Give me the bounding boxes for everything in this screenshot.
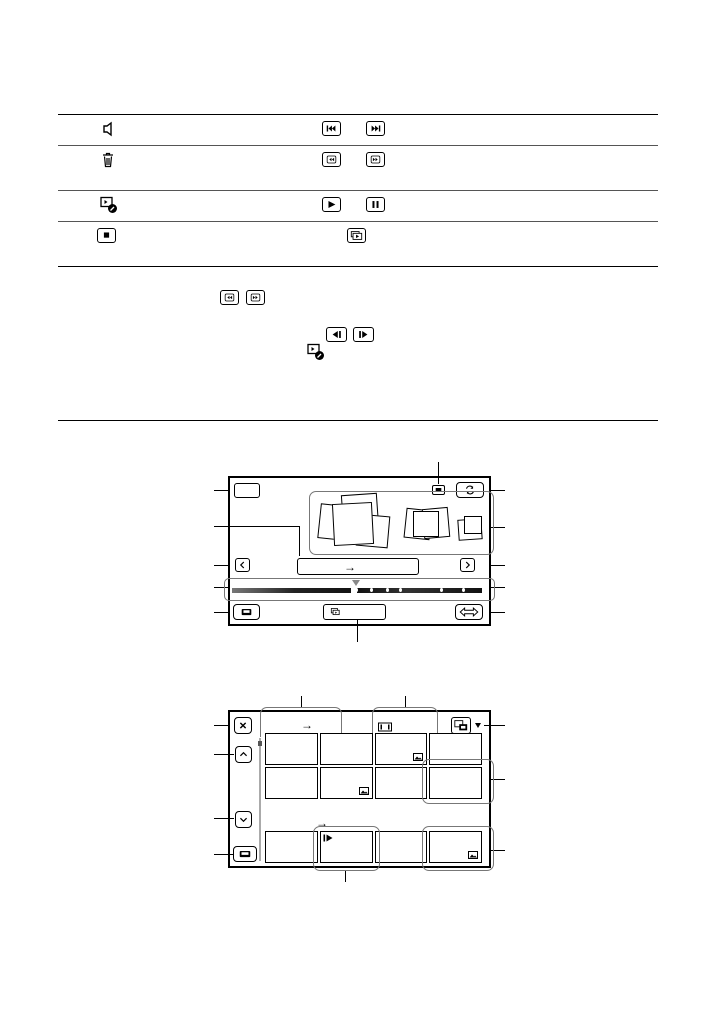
event-thumbnail[interactable] <box>413 511 439 537</box>
thumbnail[interactable] <box>320 733 373 765</box>
thumbnail[interactable] <box>375 767 427 799</box>
callout-line <box>491 490 505 491</box>
timeline-dot <box>355 588 358 592</box>
callout-line <box>214 612 228 613</box>
table-top-rule <box>58 114 658 115</box>
callout-line <box>299 526 300 556</box>
slideshow-icon <box>347 228 366 243</box>
menu-button[interactable] <box>234 483 260 498</box>
timeline-dot <box>462 588 465 592</box>
highlight-playback-button[interactable] <box>323 604 386 620</box>
chevron-right-icon[interactable] <box>460 558 475 572</box>
section-rule <box>58 420 658 421</box>
thumbnail-bracket <box>422 759 494 804</box>
thumbnail-bracket <box>422 826 494 871</box>
callout-line <box>214 754 234 755</box>
up-arrow-icon[interactable] <box>235 746 252 763</box>
thumbnail[interactable] <box>265 831 318 863</box>
date-range-arrow: → <box>301 718 313 732</box>
date-separator-arrow: → <box>316 816 328 830</box>
fast-forward-icon <box>366 152 385 167</box>
rewind-icon <box>220 290 239 305</box>
filmstrip-icon <box>378 719 392 729</box>
thumbnail[interactable] <box>265 767 318 799</box>
callout-line <box>214 526 300 527</box>
playback-edit-icon <box>100 196 118 214</box>
thumbnail-bracket <box>313 826 380 871</box>
event-name-field[interactable] <box>297 558 419 575</box>
timeline-bar[interactable] <box>232 588 482 593</box>
arrow-glyph: → <box>344 560 356 574</box>
chevron-down-icon <box>475 723 481 728</box>
callout-line <box>438 462 439 484</box>
speaker-icon <box>102 121 116 137</box>
thumbnail[interactable] <box>320 767 373 799</box>
callout-line <box>491 565 505 566</box>
rewind-icon <box>322 152 341 167</box>
timeline-dot <box>399 588 402 592</box>
view-switch-icon[interactable] <box>455 604 483 620</box>
scrollbar-thumb[interactable] <box>258 741 262 746</box>
trash-icon <box>102 152 114 168</box>
callout-line <box>214 818 234 819</box>
pause-icon <box>366 197 385 212</box>
timeline-dot <box>370 588 373 592</box>
table-row-divider <box>58 190 658 191</box>
callout-line <box>484 725 505 726</box>
photo-icon <box>359 787 369 795</box>
movie-photo-mode-icon[interactable] <box>233 604 260 620</box>
play-icon <box>322 197 341 212</box>
callout-line <box>214 565 228 566</box>
table-row-divider <box>58 145 658 146</box>
event-thumbnail[interactable] <box>464 516 482 534</box>
callout-line <box>214 854 234 855</box>
movie-photo-mode-icon[interactable] <box>233 846 257 862</box>
callout-line <box>301 696 302 707</box>
down-arrow-icon[interactable] <box>235 811 252 828</box>
scrollbar[interactable] <box>259 738 261 861</box>
table-bottom-rule <box>58 266 658 267</box>
table-row-divider <box>58 221 658 222</box>
callout-line <box>214 725 228 726</box>
thumbnail[interactable] <box>375 733 427 765</box>
photo-icon <box>413 753 423 761</box>
chevron-left-icon[interactable] <box>235 558 250 572</box>
skip-previous-icon <box>322 121 341 136</box>
callout-line <box>345 871 346 882</box>
stop-icon <box>97 228 116 243</box>
timeline-dot <box>386 588 389 592</box>
callout-line <box>491 612 505 613</box>
close-icon[interactable] <box>234 717 252 734</box>
timeline-marker-icon <box>352 580 360 586</box>
thumbnail[interactable] <box>375 831 427 863</box>
callout-line <box>214 490 228 491</box>
event-thumbnail-selected[interactable] <box>332 502 374 546</box>
frame-back-icon <box>326 327 347 342</box>
skip-next-icon <box>366 121 385 136</box>
timeline-dot <box>440 588 443 592</box>
thumbnail[interactable] <box>265 733 318 765</box>
callout-line <box>357 620 358 642</box>
callout-line <box>405 696 406 707</box>
playback-format-icon[interactable] <box>451 717 471 734</box>
playback-edit-icon <box>307 343 325 361</box>
fast-forward-icon <box>246 290 265 305</box>
frame-forward-icon <box>353 327 374 342</box>
